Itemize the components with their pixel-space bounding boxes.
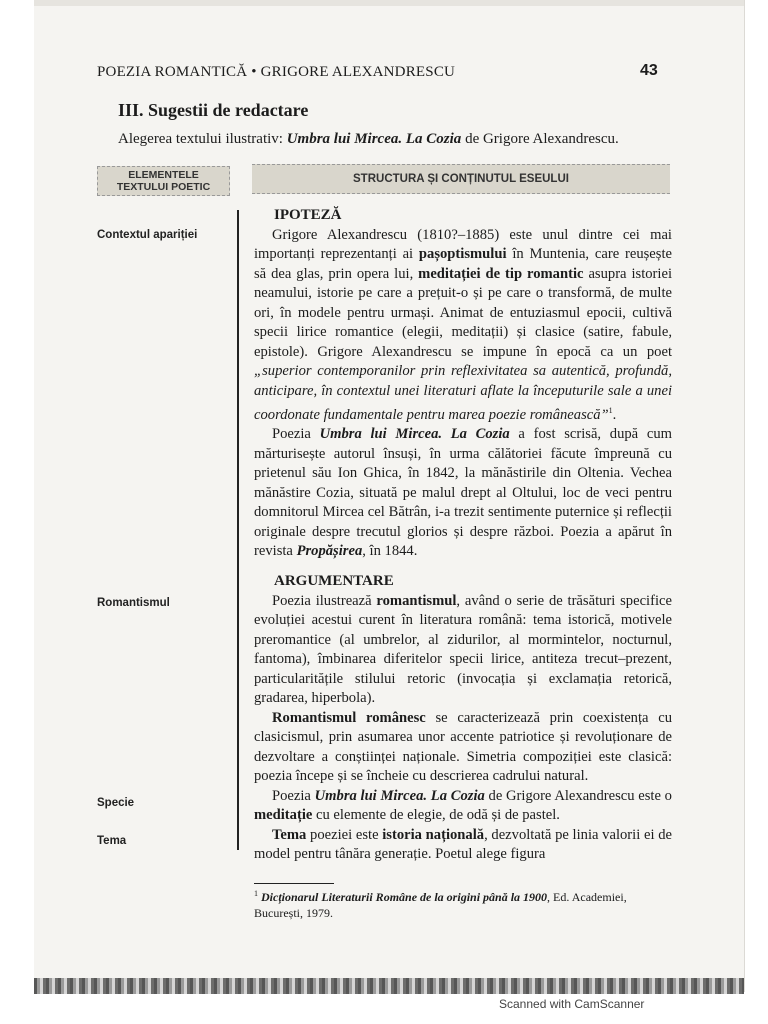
section-title: III. Sugestii de redactare xyxy=(118,100,309,120)
argumentare-heading: ARGUMENTARE xyxy=(274,573,394,589)
right-column-header: STRUCTURA ȘI CONȚINUTUL ESEULUI xyxy=(252,164,670,194)
left-header-line1: ELEMENTELE xyxy=(128,169,199,181)
argumentare-paragraph-3: Poezia Umbra lui Mircea. La Cozia de Grigore Alexandrescu este o meditație cu elemente de elegie, de odă și de pastel. xyxy=(254,787,672,823)
column-divider xyxy=(237,210,239,850)
margin-label-tema: Tema xyxy=(97,835,127,847)
page-bottom-edge xyxy=(34,978,744,994)
page-top-edge xyxy=(34,0,744,6)
left-header-line2: TEXTULUI POETIC xyxy=(116,181,211,193)
ipoteza-paragraph-1: Grigore Alexandrescu (1810?–1885) este unul dintre cei mai importanți reprezentanți ai pașoptismului în Muntenia, care reușește să dea glas, prin opera lui, meditației de tip romantic asupra istoriei neamului, istorie pe care a prețuit-o și pe care o transformă, de multe ori, în modele pentru urmași. Animat de entuziasmul epocii, cultivă specii lirice romantice (elegii, meditații) și clasice (satire, fabule, epistole). Grigore Alexandrescu se impune în epocă ca un poet „superior contemporanilor prin reflexivitatea sa autentică, profundă, anticipare, în contextul unei literaturi aflate la începuturile sale a unei coordonate fundamentale pentru marea poezie românească”$^1$. xyxy=(254,226,672,423)
margin-label-contextul: Contextul apariției xyxy=(97,229,198,241)
scanner-watermark: Scanned with CamScanner xyxy=(499,997,645,1011)
argumentare-section xyxy=(254,572,672,865)
margin-label-romantismul: Romantismul xyxy=(97,597,170,609)
footnote-rule xyxy=(254,883,334,884)
left-column-header xyxy=(97,166,230,196)
running-head: POEZIA ROMANTICĂ • GRIGORE ALEXANDRESCU xyxy=(97,64,456,80)
ipoteza-heading: IPOTEZĂ xyxy=(274,207,342,223)
footnote: $^1$ Dicționarul Literaturii Române de la origini până la 1900, Ed. Academiei, București, 1979. xyxy=(254,889,627,920)
argumentare-paragraph-4: Tema poeziei este istoria națională, dezvoltată pe linia valorii ei de model pentru tânăra generație. Poetul alege figura xyxy=(254,826,672,862)
ipoteza-section xyxy=(254,206,672,562)
argumentare-paragraph-1: Poezia ilustrează romantismul, având o serie de trăsături specifice evoluției acestui curent în literatura română: tema istorică, motivele preromantice (al umbrelor, al zidurilor, al mormintelor, nocturnul, fantoma), îmbinarea diferitelor specii lirice, antiteza trecut–prezent, particularitățile stilului retoric (invocația și exclamația retorică, gradarea, hiperbola). xyxy=(254,592,672,706)
intro-line: Alegerea textului ilustrativ: Umbra lui Mircea. La Cozia de Grigore Alexandrescu. xyxy=(118,131,619,147)
argumentare-paragraph-2: Romantismul românesc se caracterizează prin coexistența cu clasicismul, prin asumarea unor accente patriotice și revoluționare de dezvoltare a conștiinței naționale. Simetria compoziției este clasică: poezia începe și se încheie cu descrierea cadrului natural. xyxy=(254,709,672,784)
margin-label-specie: Specie xyxy=(97,797,135,809)
page-number: 43 xyxy=(640,62,658,79)
ipoteza-paragraph-2: Poezia Umbra lui Mircea. La Cozia a fost scrisă, după cum mărturisește autorul însuși, în urma călătoriei făcute împreună cu prietenul său Ion Ghica, în 1842, la mănăstirile din Oltenia. Vechea mănăstire Cozia, situată pe malul drept al Oltului, loc de veci pentru domnitorul Mircea cel Bătrân, i-a trezit sentimente puternice și reflecții originale despre trecutul glorios și despre război. Poezia a apărut în revista Propășirea, în 1844. xyxy=(254,426,672,560)
